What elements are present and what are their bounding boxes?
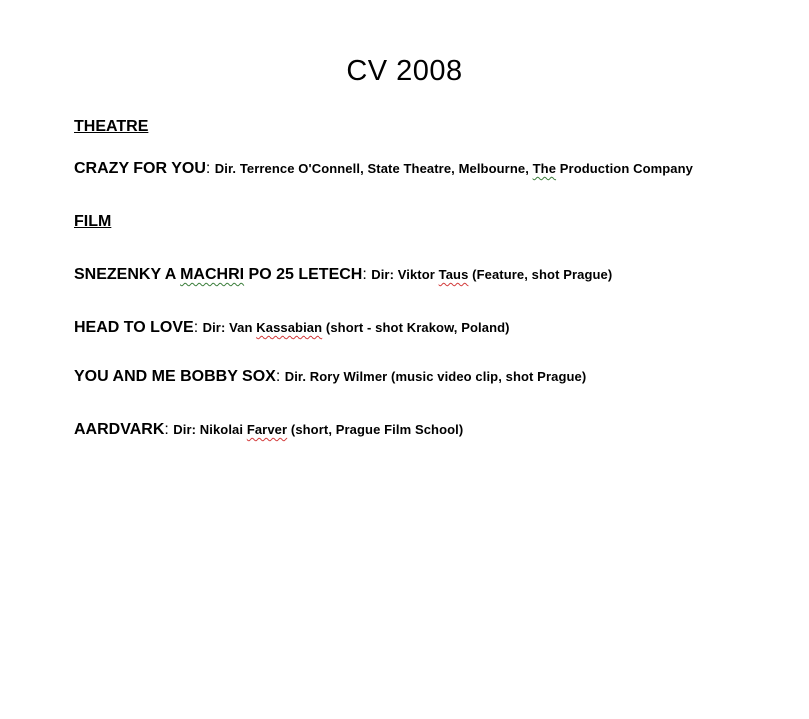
entry-title: YOU AND ME BOBBY SOX xyxy=(74,368,276,385)
spelling-flagged-word: Taus xyxy=(438,267,469,282)
section-heading-theatre: THEATRE xyxy=(74,118,149,135)
cv-entry-bobby-sox xyxy=(74,368,586,386)
entry-title: AARDVARK xyxy=(74,421,165,438)
grammar-flagged-word: The xyxy=(532,161,557,176)
cv-entry-crazy-for-you xyxy=(74,160,693,178)
entry-details-text: Dir: Van xyxy=(202,320,257,335)
entry-colon: : xyxy=(275,368,285,385)
entry-details xyxy=(203,320,510,335)
entry-colon: : xyxy=(362,266,372,283)
grammar-flagged-word: MACHRI xyxy=(180,266,245,283)
section-heading-film: FILM xyxy=(74,213,112,230)
entry-details-text: Production Company xyxy=(556,161,694,176)
spelling-flagged-word: Kassabian xyxy=(256,320,323,335)
entry-details xyxy=(215,161,693,176)
entry-title-text: SNEZENKY A xyxy=(74,266,181,283)
entry-colon: : xyxy=(164,421,174,438)
cv-entry-snezenky xyxy=(74,266,612,284)
entry-details-text: (short, Prague Film School) xyxy=(287,422,464,437)
entry-title xyxy=(74,266,362,283)
entry-details-text: Dir: Nikolai xyxy=(173,422,247,437)
entry-title-text: PO 25 LETECH xyxy=(244,266,363,283)
entry-details-text: Dir. Terrence O'Connell, State Theatre, Melbourne, xyxy=(214,161,533,176)
entry-colon: : xyxy=(205,160,215,177)
entry-colon: : xyxy=(193,319,203,336)
spelling-flagged-word: Farver xyxy=(246,422,288,437)
page-title: CV 2008 xyxy=(346,55,463,87)
entry-details-text: (short - shot Krakow, Poland) xyxy=(322,320,510,335)
entry-details-text: Dir: Viktor xyxy=(371,267,439,282)
cv-entry-aardvark xyxy=(74,421,463,439)
entry-details: Dir. Rory Wilmer (music video clip, shot Prague) xyxy=(284,369,587,384)
cv-entry-head-to-love xyxy=(74,319,510,337)
entry-title: CRAZY FOR YOU xyxy=(74,160,206,177)
entry-details xyxy=(173,422,463,437)
entry-title: HEAD TO LOVE xyxy=(74,319,194,336)
entry-details-text: (Feature, shot Prague) xyxy=(468,267,613,282)
entry-details xyxy=(371,267,612,282)
